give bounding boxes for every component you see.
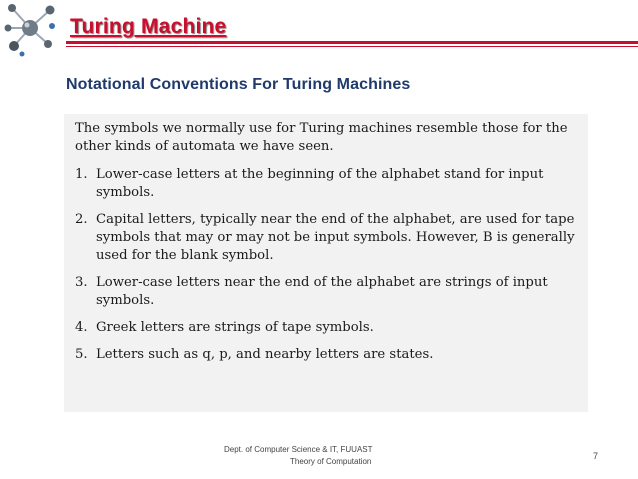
list-item-number: 4. <box>75 320 88 335</box>
list-item-text: Capital letters, typically near the end of the alphabet, are used for tape symbols that may or may not be input symbols. However, B is generally used for the blank symbol. <box>96 212 575 263</box>
footer <box>224 444 420 468</box>
list-item <box>75 319 585 337</box>
molecule-logo-icon <box>0 0 62 62</box>
list-item-number: 1. <box>75 167 88 182</box>
list-item-number: 3. <box>75 275 88 290</box>
list-item-text: Lower-case letters near the end of the alphabet are strings of input symbols. <box>96 275 548 308</box>
footer-department: Dept. of Computer Science & IT, FUUAST <box>224 445 373 454</box>
conventions-list <box>75 166 585 364</box>
list-item <box>75 274 585 310</box>
footer-course: Theory of Computation <box>290 457 372 466</box>
slide-title: Turing Machine <box>70 15 227 38</box>
list-item-text: Lower-case letters at the beginning of the alphabet stand for input symbols. <box>96 167 544 200</box>
list-item-number: 2. <box>75 212 88 227</box>
title-divider-thick <box>66 41 638 44</box>
list-item <box>75 166 585 202</box>
page-number: 7 <box>593 451 599 461</box>
list-item <box>75 211 585 265</box>
title-divider-thin <box>66 46 638 47</box>
content-block <box>75 120 585 373</box>
list-item-text: Greek letters are strings of tape symbols. <box>96 320 374 335</box>
list-item-number: 5. <box>75 347 88 362</box>
list-item <box>75 346 585 364</box>
intro-paragraph: The symbols we normally use for Turing machines resemble those for the other kinds of automata we have seen. <box>75 121 568 154</box>
list-item-text: Letters such as q, p, and nearby letters are states. <box>96 347 434 362</box>
slide-subtitle: Notational Conventions For Turing Machines <box>66 76 411 93</box>
